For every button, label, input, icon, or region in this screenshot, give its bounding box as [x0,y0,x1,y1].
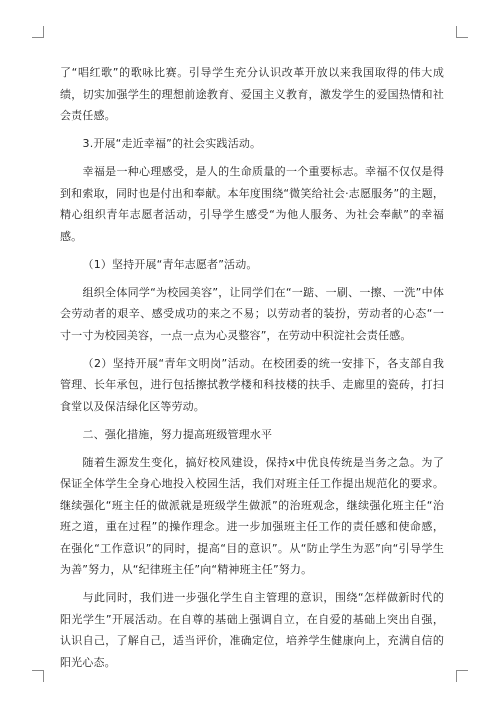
subheading-social-practice: 3.开展“走近幸福”的社会实践活动。 [82,137,262,150]
crop-mark-bottom-right [456,670,468,682]
subheading-volunteers: （1）坚持开展“青年志愿者”活动。 [82,257,258,271]
paragraph-happiness: 幸福是一种心理感受，是人的生命质量的一个重要标志。幸福不仅仅是得到和索取，同时也是付出和奉献。本年度围绕“微笑给社会·志愿服务”的主题，精心组织青年志愿者活动，引导学生感受“为他人服务、为社会奉献”的幸福感。 [60,165,444,243]
paragraph-self-management: 与此同时，我们进一步强化学生自主管理的意识，围绕“怎样做新时代的阳光学生”开展活动。在自尊的基础上强调自立，在自爱的基础上突出自强，认识自己，了解自己，适当评价，准确定位，培养学生健康向上，充满自信的阳光心态。 [60,591,444,669]
paragraph-civilized-post: （2）坚持开展“青年文明岗”活动。在校团委的统一安排下，各支部自我管理、长年承包，进行包括擦拭教学楼和科技楼的扶手、走廊里的瓷砖，打扫食堂以及保洁绿化区等劳动。 [60,356,444,413]
section-heading-class-management: 二、强化措施，努力提高班级管理水平 [82,427,273,441]
paragraph-continuation: 了“唱红歌”的歌咏比赛。引导学生充分认识改革开放以来我国取得的伟大成绩，切实加强学生的理想前途教育、爱国主义教育，激发学生的爱国热情和社会责任感。 [60,66,444,122]
crop-mark-bottom-left [32,670,44,682]
paragraph-class-teacher: 随着生源发生变化，搞好校风建设，保持x中优良传统是当务之急。为了保证全体学生全身心地投入校园生活，我们对班主任工作提出规范化的要求。继续强化“班主任的做派就是班级学生做派”的治班观念，继续强化班主任“治班之道，重在过程”的操作理念。进一步加强班主任工作的责任感和使命感，在强化“工作意识”的同时，提高“目的意识”。从“防止学生为恶”向“引导学生为善”努力，从“纪律班主任”向“精神班主任”努力。 [60,455,444,576]
paragraph-campus-beautify: 组织全体同学“为校园美容”，让同学们在“一踮、一刷、一擦、一洗”中体会劳动者的艰辛、感受成功的来之不易；以劳动者的装扮，劳动者的心态“一寸一寸为校园美容，一点一点为心灵整容”，在劳动中积淀社会责任感。 [60,285,444,342]
document-body [60,62,444,680]
crop-mark-top-right [456,26,468,38]
crop-mark-top-left [32,26,44,38]
